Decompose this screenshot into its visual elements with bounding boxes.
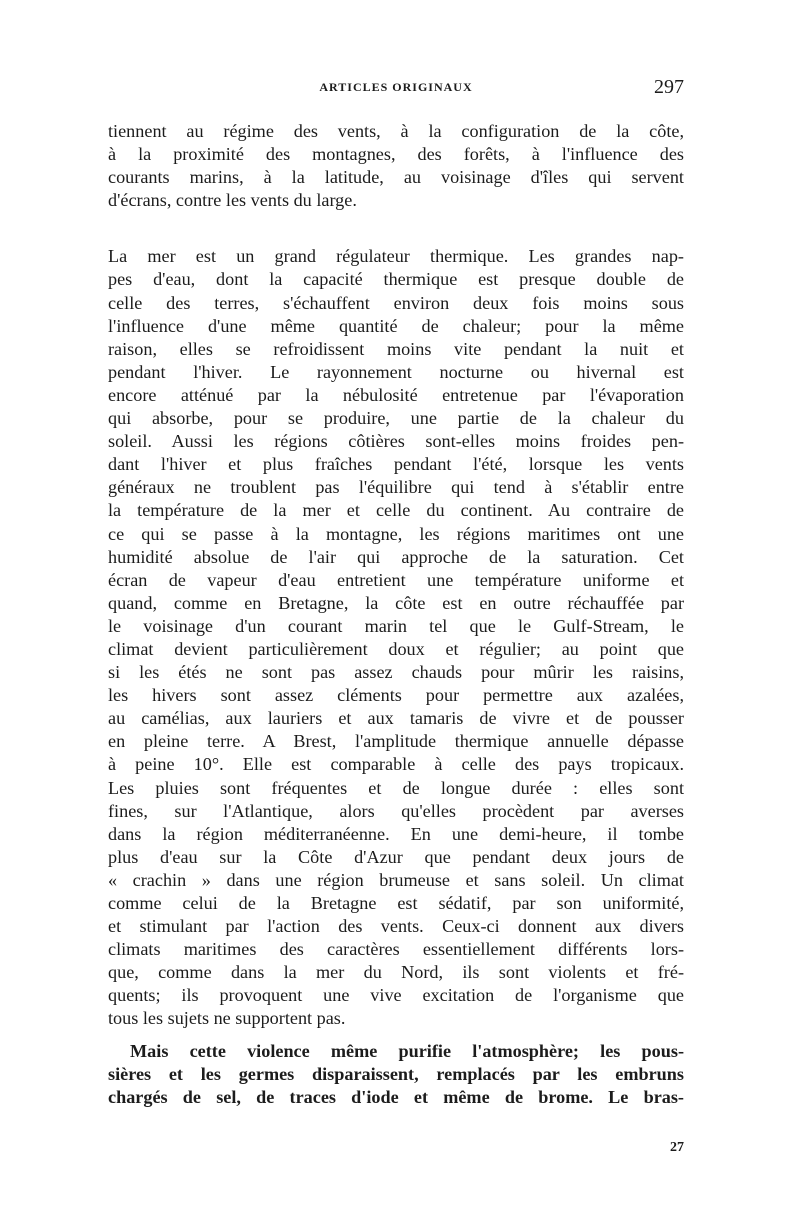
text-line: que, comme dans la mer du Nord, ils sont violents et fré- bbox=[108, 962, 684, 983]
text-line: en pleine terre. A Brest, l'amplitude thermique annuelle dépasse bbox=[108, 731, 684, 752]
text-line: tiennent au régime des vents, à la configuration de la côte, bbox=[108, 121, 684, 141]
text-line: encore atténué par la nébulosité entretenue par l'évaporation bbox=[108, 384, 684, 405]
text-line: à peine 10°. Elle est comparable à celle des pays tropicaux. bbox=[108, 754, 684, 775]
text-line: La mer est un grand régulateur thermique. Les grandes nap- bbox=[108, 246, 684, 267]
body-text bbox=[108, 120, 684, 1109]
text-line: qui absorbe, pour se produire, une partie de la chaleur du bbox=[108, 408, 684, 429]
text-line: « crachin » dans une région brumeuse et sans soleil. Un climat bbox=[108, 869, 684, 890]
text-line: fines, sur l'Atlantique, alors qu'elles procèdent par averses bbox=[108, 800, 684, 821]
text-line: plus d'eau sur la Côte d'Azur que pendant deux jours de bbox=[108, 846, 684, 867]
text-line: tous les sujets ne supportent pas. bbox=[108, 1008, 346, 1029]
running-head bbox=[108, 76, 684, 100]
text-line: climat devient particulièrement doux et régulier; au point que bbox=[108, 638, 684, 659]
text-line: Mais cette violence même purifie l'atmosphère; les pous- bbox=[130, 1040, 684, 1061]
text-line: quents; ils provoquent une vive excitation de l'organisme que bbox=[108, 985, 684, 1006]
paragraph-gap bbox=[108, 1031, 684, 1040]
text-line: dans la région méditerranéenne. En une demi-heure, il tombe bbox=[108, 823, 684, 844]
text-line: celle des terres, s'échauffent environ deux fois moins sous bbox=[108, 292, 684, 313]
text-line: climats maritimes des caractères essentiellement différents lors- bbox=[108, 939, 684, 960]
text-line: courants marins, à la latitude, au voisinage d'îles qui servent bbox=[108, 167, 684, 188]
text-line: ce qui se passe à la montagne, les régions maritimes ont une bbox=[108, 523, 684, 544]
text-line: soleil. Aussi les régions côtières sont-elles moins froides pen- bbox=[108, 431, 684, 452]
signature-mark: 27 bbox=[670, 1140, 684, 1155]
paragraph-gap bbox=[108, 212, 684, 245]
text-line: pendant l'hiver. Le rayonnement nocturne ou hivernal est bbox=[108, 361, 684, 382]
text-line: les hivers sont assez cléments pour permettre aux azalées, bbox=[108, 685, 684, 706]
text-line: l'influence d'une même quantité de chaleur; pour la même bbox=[108, 315, 684, 336]
text-line: la température de la mer et celle du continent. Au contraire de bbox=[108, 500, 684, 521]
text-line: d'écrans, contre les vents du large. bbox=[108, 190, 357, 211]
text-line: pes d'eau, dont la capacité thermique est presque double de bbox=[108, 269, 684, 290]
text-line: au camélias, aux lauriers et aux tamaris de vivre et de pousser bbox=[108, 708, 684, 729]
text-line: chargés de sel, de traces d'iode et même de brome. Le bras- bbox=[108, 1086, 684, 1107]
text-line: raison, elles se refroidissent moins vite pendant la nuit et bbox=[108, 338, 684, 359]
text-line: comme celui de la Bretagne est sédatif, par son uniformité, bbox=[108, 893, 684, 913]
text-line: à la proximité des montagnes, des forêts, à l'influence des bbox=[108, 144, 684, 165]
text-line: si les étés ne sont pas assez chauds pour mûrir les raisins, bbox=[108, 662, 684, 683]
text-line: généraux ne troublent pas l'équilibre qui tend à s'établir entre bbox=[108, 477, 684, 498]
text-line: quand, comme en Bretagne, la côte est en outre réchauffée par bbox=[108, 592, 684, 613]
text-line: Les pluies sont fréquentes et de longue durée : elles sont bbox=[108, 777, 684, 798]
text-line: humidité absolue de l'air qui approche de la saturation. Cet bbox=[108, 546, 684, 567]
text-line: dant l'hiver et plus fraîches pendant l'été, lorsque les vents bbox=[108, 454, 684, 475]
text-line: sières et les germes disparaissent, remplacés par les embruns bbox=[108, 1063, 684, 1084]
page-number: 297 bbox=[654, 76, 684, 98]
running-title: ARTICLES ORIGINAUX bbox=[319, 80, 473, 94]
text-line: et stimulant par l'action des vents. Ceux-ci donnent aux divers bbox=[108, 916, 684, 937]
text-line: écran de vapeur d'eau entretient une température uniforme et bbox=[108, 569, 684, 590]
text-line: le voisinage d'un courant marin tel que le Gulf-Stream, le bbox=[108, 615, 684, 636]
